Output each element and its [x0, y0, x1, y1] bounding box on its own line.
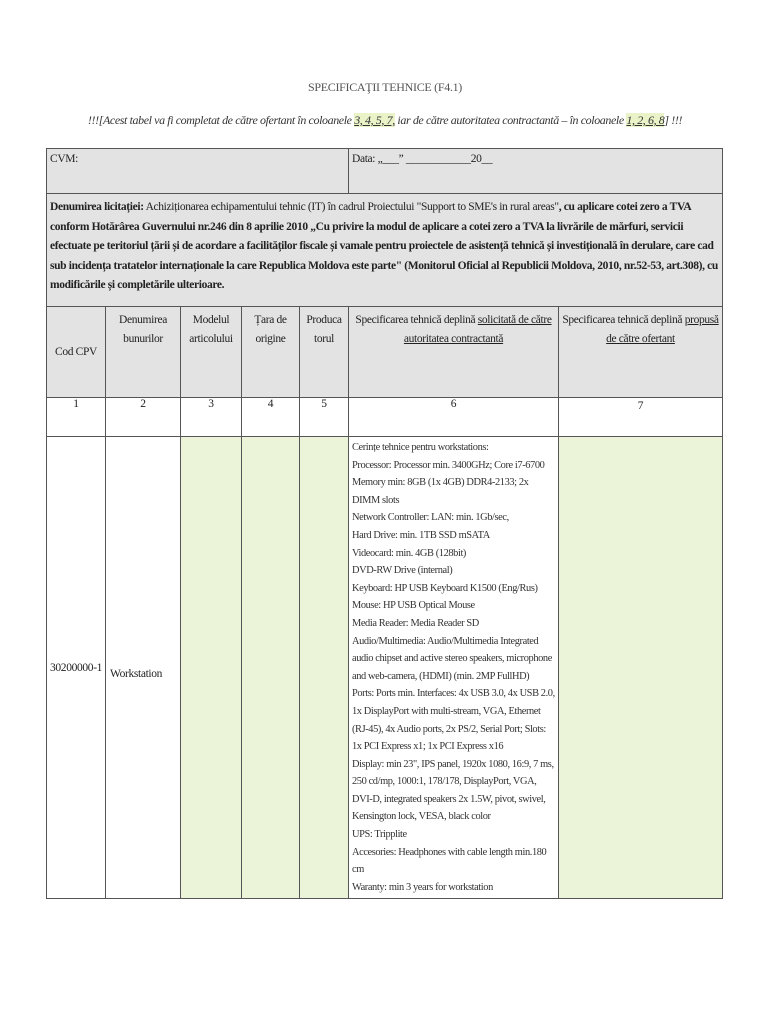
modelul-input-cell[interactable]	[181, 437, 242, 899]
note-suffix: ] !!!	[664, 113, 683, 127]
spec-line: Network Controller: LAN: min. 1Gb/sec,	[352, 512, 509, 524]
cod-cpv-value: 30200000-1	[47, 437, 106, 899]
spec-line: Videocard: min. 4GB (128bit)	[352, 547, 466, 559]
producator-input-cell[interactable]	[300, 437, 349, 899]
date-label: Data: „___” ____________20__	[352, 153, 493, 165]
spec-line: Ports: Ports min. Interfaces: 4x USB 3.0, 4x USB 2.0, 1x DisplayPort with multi-stream, VGA, Ethernet (RJ-45), 4x Audio ports, 2x PS/2, Serial Port; Slots: 1x PCI Express x1; 1x PCI Express x16	[352, 688, 555, 753]
spec-line: Audio/Multimedia: Audio/Multimedia Integrated audio chipset and active stereo speakers, microphone and web-camera, (HDMI) (min. 2MP FullHD)	[352, 635, 552, 682]
instructions-note	[0, 113, 770, 128]
header-tara: Țara de origine	[242, 307, 300, 398]
spec-line: Display: min 23", IPS panel, 1920x 1080, 16:9, 7 ms, 250 cd/mp, 1000:1, 178/178, DisplayPort, VGA, DVI-D, integrated speakers 2x 1.5W, pivot, swivel, Kensington lock, VESA, black color	[352, 758, 554, 823]
denumirea-label: Denumirea licitației:	[50, 201, 144, 213]
header-row	[47, 307, 723, 398]
tara-input-cell[interactable]	[242, 437, 300, 899]
column-number: 4	[242, 398, 300, 437]
header-spec-solicitata: Specificarea tehnică deplină solicitată de către autoritatea contractantă	[349, 307, 559, 398]
column-number: 3	[181, 398, 242, 437]
header-producatorul: Produca torul	[300, 307, 349, 398]
spec-solicitata-cell	[349, 437, 559, 899]
column-numbers-row	[47, 398, 723, 437]
header-spec-propusa: Specificarea tehnică deplină propusă de către ofertant	[559, 307, 723, 398]
table-row	[47, 437, 723, 899]
header-cod-cpv: Cod CPV	[47, 307, 106, 398]
spec-line: Hard Drive: min. 1TB SSD mSATA	[352, 529, 490, 541]
column-number: 1	[47, 398, 106, 437]
specifications-table	[46, 148, 723, 899]
denumirea-value-cell: Workstation	[106, 437, 181, 899]
note-prefix: !!![Acest tabel va fi completat de către ofertant în coloanele	[87, 113, 355, 127]
header-denumirea: Denumirea bunurilor	[106, 307, 181, 398]
date-cell	[349, 149, 723, 194]
spec-line: Accesories: Headphones with cable length min.180 cm	[352, 846, 547, 876]
note-cols-ofertant: 3, 4, 5, 7,	[354, 113, 395, 127]
spec-propusa-input-cell[interactable]	[559, 437, 723, 899]
spec-line: DVD-RW Drive (internal)	[352, 565, 453, 577]
note-middle: iar de către autoritatea contractantă – în coloanele	[394, 113, 627, 127]
denumirea-row	[47, 194, 723, 307]
spec-line: Cerințe tehnice pentru workstations:	[352, 442, 489, 453]
spec-line: UPS: Tripplite	[352, 829, 407, 841]
spec-line: Media Reader: Media Reader SD	[352, 617, 479, 629]
column-number: 5	[300, 398, 349, 437]
spec-lines	[352, 439, 555, 896]
column-number: 7	[559, 398, 723, 437]
denumirea-value: Achiziționarea echipamentului tehnic (IT) în cadrul Proiectului "Support to SME's in rural areas"	[143, 201, 559, 213]
page-title: SPECIFICAŢII TEHNICE (F4.1)	[307, 80, 462, 94]
cvm-label: CVM:	[50, 153, 78, 165]
cvm-cell	[47, 149, 349, 194]
denumirea-rest: , cu aplicare cotei zero a TVA conform Hotărârea Guvernului nr.246 din 8 aprilie 2010 „Cu privire la modul de aplicare a cotei zero a TVA la livrările de mărfuri, servicii efectuate pe teritoriul țării și de acordare a facilităților fiscale și vamale pentru proiectele de asistență tehnică și investițională în derulare, care cad sub incidența tratatelor internaționale la care Republica Moldova este parte" (Monitorul Oficial al Republicii Moldova, 2010, nr.52-53, art.308), cu modificările și completările ulterioare.	[50, 201, 718, 291]
denumirea-cell	[47, 194, 723, 307]
spec-line: Waranty: min 3 years for workstation	[352, 881, 493, 893]
spec-line: Keyboard: HP USB Keyboard K1500 (Eng/Rus) Mouse: HP USB Optical Mouse	[352, 582, 538, 612]
column-number: 6	[349, 398, 559, 437]
cvm-row	[47, 149, 723, 194]
header-modelul: Modelul articolului	[181, 307, 242, 398]
spec-line: Memory min: 8GB (1x 4GB) DDR4-2133; 2x DIMM slots	[352, 477, 529, 506]
column-number: 2	[106, 398, 181, 437]
note-cols-autoritate: 1, 2, 6, 8	[626, 113, 665, 127]
spec-line: Processor: Processor min. 3400GHz; Core i7-6700	[352, 459, 545, 471]
